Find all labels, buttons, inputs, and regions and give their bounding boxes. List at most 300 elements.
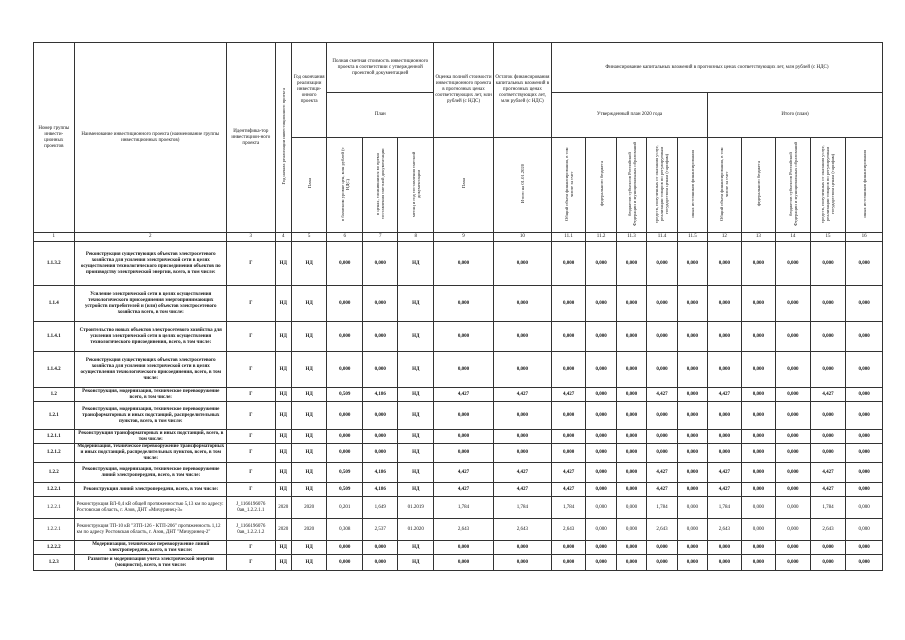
header-full-cost: Полная сметная стоимость инвестиционного проекта в соответствии с утвержденной проектной документацией <box>327 43 434 93</box>
project-id: Г <box>226 463 275 483</box>
column-number-row <box>34 233 883 242</box>
total-regional: 0,000 <box>776 242 811 286</box>
end-year: НД <box>291 444 327 463</box>
total-federal: 0,000 <box>741 286 776 322</box>
cost-docs: 2,537 <box>362 519 398 541</box>
total-fin: 4,427 <box>708 463 742 483</box>
subheader-year-compile <box>398 138 434 233</box>
compile-date: НД <box>398 483 434 497</box>
compile-date: НД <box>398 242 434 286</box>
fin-total: 0,000 <box>551 322 586 352</box>
fin-federal: 0,000 <box>586 430 616 444</box>
row-number: 1.2.3 <box>34 555 75 571</box>
total-services: 0,000 <box>810 242 846 286</box>
total-regional: 0,000 <box>776 322 811 352</box>
column-number: 14 <box>776 233 811 242</box>
column-number: 6 <box>327 233 363 242</box>
project-id: Г <box>226 555 275 571</box>
start-year: НД <box>275 322 291 352</box>
compile-date: 01.2020 <box>398 519 434 541</box>
end-year: НД <box>291 402 327 430</box>
subheader-fin-federal-a <box>586 138 616 233</box>
fin-services: 2,643 <box>647 519 677 541</box>
cost-base: 0,000 <box>327 402 363 430</box>
end-year: 2020 <box>291 497 327 519</box>
column-number: 9 <box>434 233 494 242</box>
subheader-fin-total-a-text: Общий объем финансирования, в том числе за счет <box>563 146 574 221</box>
fin-regional: 0,000 <box>616 483 646 497</box>
start-year: НД <box>275 541 291 555</box>
plan-value: 0,000 <box>434 322 494 352</box>
total-other: 0,000 <box>846 519 883 541</box>
cost-base: 0,000 <box>327 322 363 352</box>
cost-docs: 0,000 <box>362 352 398 388</box>
total-services: 2,643 <box>810 519 846 541</box>
start-year: НД <box>275 402 291 430</box>
project-name: Реконструкция, модернизация, техническое перевооружение трансформаторных и иных подстанций, распределительных пунктов, всего, в том числе: <box>74 402 226 430</box>
total-federal: 0,000 <box>741 463 776 483</box>
cost-docs: 4,186 <box>362 463 398 483</box>
subheader-fin-regional-b <box>776 138 811 233</box>
compile-date: НД <box>398 402 434 430</box>
total-other: 0,000 <box>846 541 883 555</box>
total-fin: 1,784 <box>708 497 742 519</box>
remaining-value: 0,000 <box>493 322 551 352</box>
total-services: 4,427 <box>810 388 846 402</box>
row-number: 1.2.2.1 <box>34 497 75 519</box>
fin-regional: 0,000 <box>616 519 646 541</box>
subheader-cost-mln <box>327 138 363 233</box>
remaining-value: 1,784 <box>493 497 551 519</box>
total-services: 4,427 <box>810 463 846 483</box>
fin-other: 0,000 <box>677 555 707 571</box>
header-project-id: Идентифика-тор инвестицион-ного проекта <box>226 43 275 233</box>
plan-value: 4,427 <box>434 463 494 483</box>
table-row <box>34 352 883 388</box>
remaining-value: 4,427 <box>493 388 551 402</box>
fin-other: 0,000 <box>677 430 707 444</box>
total-federal: 0,000 <box>741 388 776 402</box>
total-other: 0,000 <box>846 322 883 352</box>
project-name: Модернизация, техническое перевооружение трансформаторных и иных подстанций, распределительных пунктов, всего, в том числе: <box>74 444 226 463</box>
end-year: НД <box>291 286 327 322</box>
cost-base: 0,201 <box>327 497 363 519</box>
column-number: 11.4 <box>647 233 677 242</box>
fin-regional: 0,000 <box>616 322 646 352</box>
fin-total: 0,000 <box>551 541 586 555</box>
compile-date: 01.2019 <box>398 497 434 519</box>
total-fin: 0,000 <box>708 541 742 555</box>
table-row <box>34 541 883 555</box>
start-year: НД <box>275 555 291 571</box>
subheader-as-of-text: Итого на 01.01.2020 <box>519 163 525 204</box>
fin-federal: 0,000 <box>586 519 616 541</box>
table-row <box>34 286 883 322</box>
total-services: 4,427 <box>810 483 846 497</box>
cost-docs: 0,000 <box>362 242 398 286</box>
total-federal: 0,000 <box>741 430 776 444</box>
remaining-value: 0,000 <box>493 555 551 571</box>
fin-total: 4,427 <box>551 463 586 483</box>
cost-docs: 0,000 <box>362 402 398 430</box>
fin-total: 4,427 <box>551 483 586 497</box>
total-services: 0,000 <box>810 286 846 322</box>
project-name: Реконструкция линий электропередачи, всего, в том числе: <box>74 483 226 497</box>
fin-federal: 0,000 <box>586 388 616 402</box>
total-fin: 0,000 <box>708 242 742 286</box>
cost-base: 0,308 <box>327 519 363 541</box>
fin-other: 0,000 <box>677 286 707 322</box>
cost-docs: 0,000 <box>362 322 398 352</box>
subheader-fin-regional-b-text: бюджетов субъектов Российской Федерации и муниципальных образований <box>787 141 798 226</box>
total-other: 0,000 <box>846 444 883 463</box>
remaining-value: 0,000 <box>493 286 551 322</box>
fin-federal: 0,000 <box>586 497 616 519</box>
start-year: НД <box>275 483 291 497</box>
cost-base: 0,509 <box>327 463 363 483</box>
total-other: 0,000 <box>846 483 883 497</box>
fin-services: 0,000 <box>647 541 677 555</box>
project-name: Усиление электрической сети в целях осуществления технологического присоединения энергопринимающих устройств потребителей и (или) объектов электросетевого хозяйства всего, в том числе: <box>74 286 226 322</box>
fin-other: 0,000 <box>677 483 707 497</box>
project-id: Г <box>226 388 275 402</box>
remaining-value: 4,427 <box>493 463 551 483</box>
compile-date: НД <box>398 463 434 483</box>
total-regional: 0,000 <box>776 388 811 402</box>
subheader-fin-services-a-text: средств, полученных от оказания услуг, реализации товаров по регулируемым государством ценам (тарифам) <box>654 144 670 223</box>
project-id: Г <box>226 402 275 430</box>
end-year: 2020 <box>291 519 327 541</box>
fin-other: 0,000 <box>677 541 707 555</box>
cost-base: 0,509 <box>327 483 363 497</box>
table-row <box>34 555 883 571</box>
compile-date: НД <box>398 541 434 555</box>
subheader-fin-federal-b-text: федерального бюджета <box>755 160 761 207</box>
compile-date: НД <box>398 322 434 352</box>
total-services: 0,000 <box>810 402 846 430</box>
total-fin: 0,000 <box>708 286 742 322</box>
fin-federal: 0,000 <box>586 483 616 497</box>
start-year: НД <box>275 444 291 463</box>
subheader-year-docs-text: в ценах, сложившихся во время составления сметной документации <box>375 148 386 219</box>
fin-other: 0,000 <box>677 388 707 402</box>
fin-other: 0,000 <box>677 352 707 388</box>
project-id: Г <box>226 242 275 286</box>
table-row <box>34 463 883 483</box>
total-services: 1,784 <box>810 497 846 519</box>
fin-regional: 0,000 <box>616 463 646 483</box>
header-start-year: Год начала реализации инвестиционного проекта <box>280 87 286 185</box>
total-fin: 0,000 <box>708 555 742 571</box>
subheader-fin-other-b-text: иных источников финансирования <box>861 149 867 218</box>
table-header <box>34 43 883 242</box>
project-name: Реконструкция, модернизация, техническое перевооружение всего, в том числе: <box>74 388 226 402</box>
total-other: 0,000 <box>846 352 883 388</box>
fin-services: 0,000 <box>647 352 677 388</box>
table-row <box>34 519 883 541</box>
end-year: НД <box>291 388 327 402</box>
total-other: 0,000 <box>846 555 883 571</box>
table-row <box>34 402 883 430</box>
fin-total: 0,000 <box>551 402 586 430</box>
fin-services: 0,000 <box>647 555 677 571</box>
total-services: 0,000 <box>810 541 846 555</box>
header-start-year-cell <box>275 43 291 233</box>
fin-other: 0,000 <box>677 242 707 286</box>
row-number: 1.1.4.2 <box>34 352 75 388</box>
column-number: 11.2 <box>586 233 616 242</box>
cost-docs: 4,186 <box>362 388 398 402</box>
compile-date: НД <box>398 444 434 463</box>
subheader-plan-total-text: План <box>461 178 466 189</box>
remaining-value: 0,000 <box>493 541 551 555</box>
end-year: НД <box>291 555 327 571</box>
fin-other: 0,000 <box>677 519 707 541</box>
total-other: 0,000 <box>846 463 883 483</box>
total-fin: 0,000 <box>708 444 742 463</box>
subheader-plan <box>291 138 327 233</box>
project-id: Г <box>226 483 275 497</box>
start-year: 2020 <box>275 519 291 541</box>
end-year: НД <box>291 483 327 497</box>
column-number: 11.1 <box>551 233 586 242</box>
table-body <box>34 242 883 571</box>
column-number: 11.3 <box>616 233 646 242</box>
start-year: НД <box>275 388 291 402</box>
project-id: J_1166196076 0ав_1.2.2.1.2 <box>226 519 275 541</box>
cost-base: 0,000 <box>327 555 363 571</box>
subheader-fin-federal-a-text: федерального бюджета <box>598 160 604 207</box>
remaining-value: 0,000 <box>493 444 551 463</box>
total-other: 0,000 <box>846 242 883 286</box>
header-approved-2020: Утвержденный план 2020 года <box>551 93 707 138</box>
fin-total: 0,000 <box>551 352 586 388</box>
row-number: 1.2.2.1 <box>34 519 75 541</box>
table-row <box>34 483 883 497</box>
header-estimate-full: Оценка полной стоимости инвестиционного проекта в прогнозных ценах соответствующих лет, млн рублей (с НДС) <box>434 43 494 138</box>
total-fin: 0,000 <box>708 352 742 388</box>
total-regional: 0,000 <box>776 430 811 444</box>
cost-base: 0,000 <box>327 242 363 286</box>
header-project-name: Наименование инвестиционного проекта (наименование группы инвестиционных проектов) <box>74 43 226 233</box>
row-number: 1.1.3.2 <box>34 242 75 286</box>
fin-regional: 0,000 <box>616 402 646 430</box>
end-year: НД <box>291 242 327 286</box>
row-number: 1.2.1 <box>34 402 75 430</box>
fin-federal: 0,000 <box>586 402 616 430</box>
plan-value: 0,000 <box>434 286 494 322</box>
column-number: 15 <box>810 233 846 242</box>
subheader-plan-total <box>434 138 494 233</box>
subheader-fin-other-b <box>846 138 883 233</box>
data-table <box>33 42 883 571</box>
project-name: Реконструкция существующих объектов электросетевого хозяйства для усиления электрической сети в целях осуществления технологического присоединения объектов по производству электрической энергии, всего, в том числе: <box>74 242 226 286</box>
cost-base: 0,000 <box>327 444 363 463</box>
fin-federal: 0,000 <box>586 322 616 352</box>
plan-value: 2,643 <box>434 519 494 541</box>
compile-date: НД <box>398 430 434 444</box>
row-number: 1.1.4.1 <box>34 322 75 352</box>
subheader-fin-services-b-text: средств, полученных от оказания услуг, реализации товаров по регулируемым государством ценам (тарифам) <box>820 144 836 223</box>
compile-date: НД <box>398 286 434 322</box>
subheader-fin-services-a <box>647 138 677 233</box>
total-federal: 0,000 <box>741 483 776 497</box>
total-federal: 0,000 <box>741 242 776 286</box>
row-number: 1.2.1.2 <box>34 444 75 463</box>
total-federal: 0,000 <box>741 555 776 571</box>
total-federal: 0,000 <box>741 322 776 352</box>
fin-services: 4,427 <box>647 388 677 402</box>
plan-value: 4,427 <box>434 388 494 402</box>
cost-base: 0,000 <box>327 541 363 555</box>
cost-docs: 4,186 <box>362 483 398 497</box>
start-year: НД <box>275 242 291 286</box>
plan-value: 0,000 <box>434 242 494 286</box>
total-regional: 0,000 <box>776 463 811 483</box>
total-services: 0,000 <box>810 352 846 388</box>
fin-regional: 0,000 <box>616 388 646 402</box>
subheader-as-of <box>493 138 551 233</box>
total-fin: 2,643 <box>708 519 742 541</box>
remaining-value: 0,000 <box>493 352 551 388</box>
subheader-fin-services-b <box>810 138 846 233</box>
project-id: Г <box>226 286 275 322</box>
subheader-year-docs <box>362 138 398 233</box>
subheader-fin-total-b <box>708 138 742 233</box>
fin-total: 0,000 <box>551 430 586 444</box>
total-regional: 0,000 <box>776 541 811 555</box>
fin-regional: 0,000 <box>616 541 646 555</box>
project-name: Развитие и модернизация учета электрической энергии (мощности), всего, в том числе: <box>74 555 226 571</box>
fin-services: 0,000 <box>647 402 677 430</box>
row-number: 1.2 <box>34 388 75 402</box>
plan-value: 1,784 <box>434 497 494 519</box>
fin-services: 4,427 <box>647 483 677 497</box>
fin-federal: 0,000 <box>586 352 616 388</box>
project-id: Г <box>226 352 275 388</box>
subheader-fin-other-a-text: иных источников финансирования <box>689 149 695 218</box>
plan-value: 4,427 <box>434 483 494 497</box>
header-remaining: Остаток финансирования капитальных вложений в прогнозных ценах соответствующих лет, млн рублей (с НДС) <box>493 43 551 138</box>
total-federal: 0,000 <box>741 497 776 519</box>
fin-federal: 0,000 <box>586 555 616 571</box>
end-year: НД <box>291 322 327 352</box>
project-id: Г <box>226 541 275 555</box>
table-row <box>34 497 883 519</box>
compile-date: НД <box>398 555 434 571</box>
fin-federal: 0,000 <box>586 463 616 483</box>
cost-docs: 0,000 <box>362 444 398 463</box>
table-row <box>34 388 883 402</box>
fin-services: 0,000 <box>647 322 677 352</box>
end-year: НД <box>291 463 327 483</box>
table-row <box>34 242 883 286</box>
project-name: Реконструкция трансформаторных и иных подстанций, всего, в том числе: <box>74 430 226 444</box>
fin-federal: 0,000 <box>586 444 616 463</box>
total-regional: 0,000 <box>776 444 811 463</box>
project-name: Строительство новых объектов электросетевого хозяйства для усиления электрической сети в целях осуществления технологического присоединения, всего, в том числе: <box>74 322 226 352</box>
remaining-value: 2,643 <box>493 519 551 541</box>
fin-services: 1,784 <box>647 497 677 519</box>
fin-regional: 0,000 <box>616 242 646 286</box>
table-row <box>34 444 883 463</box>
fin-services: 0,000 <box>647 444 677 463</box>
total-services: 0,000 <box>810 430 846 444</box>
total-regional: 0,000 <box>776 519 811 541</box>
fin-total: 4,427 <box>551 388 586 402</box>
project-id: J_1166196076 0ав_1.2.2.1.1 <box>226 497 275 519</box>
table-row <box>34 430 883 444</box>
cost-docs: 0,000 <box>362 430 398 444</box>
total-federal: 0,000 <box>741 402 776 430</box>
investment-program-table <box>33 42 883 571</box>
row-number: 1.1.4 <box>34 286 75 322</box>
compile-date: НД <box>398 388 434 402</box>
cost-docs: 0,000 <box>362 286 398 322</box>
subheader-fin-total-a <box>551 138 586 233</box>
column-number: 12 <box>708 233 742 242</box>
total-fin: 0,000 <box>708 402 742 430</box>
fin-other: 0,000 <box>677 444 707 463</box>
subheader-fin-total-b-text: Общий объем финансирования, в том числе за счет <box>719 146 730 221</box>
fin-total: 1,784 <box>551 497 586 519</box>
project-name: Реконструкция, модернизация, техническое перевооружение линий электропередачи, всего, в том числе: <box>74 463 226 483</box>
fin-regional: 0,000 <box>616 444 646 463</box>
fin-federal: 0,000 <box>586 541 616 555</box>
remaining-value: 4,427 <box>493 483 551 497</box>
fin-regional: 0,000 <box>616 352 646 388</box>
plan-value: 0,000 <box>434 430 494 444</box>
plan-value: 0,000 <box>434 555 494 571</box>
cost-docs: 0,000 <box>362 555 398 571</box>
total-services: 0,000 <box>810 555 846 571</box>
column-number: 11.5 <box>677 233 707 242</box>
total-federal: 0,000 <box>741 352 776 388</box>
fin-total: 0,000 <box>551 286 586 322</box>
cost-base: 0,000 <box>327 430 363 444</box>
header-end-year: Год окончания реализации инвестици-онного проекта <box>291 43 327 138</box>
header-total: Итого (план) <box>708 93 883 138</box>
total-other: 0,000 <box>846 286 883 322</box>
project-name: Реконструкция ВЛ-0,4 кВ общей протяженностью 5,13 км по адресу: Ростовская область, г. Азов, ДНТ «Мичуринец-3» <box>74 497 226 519</box>
cost-base: 0,000 <box>327 286 363 322</box>
fin-services: 0,000 <box>647 242 677 286</box>
fin-other: 0,000 <box>677 402 707 430</box>
fin-federal: 0,000 <box>586 286 616 322</box>
fin-other: 0,000 <box>677 497 707 519</box>
plan-value: 0,000 <box>434 541 494 555</box>
column-number: 5 <box>291 233 327 242</box>
total-other: 0,000 <box>846 402 883 430</box>
total-other: 0,000 <box>846 388 883 402</box>
fin-services: 0,000 <box>647 286 677 322</box>
plan-value: 0,000 <box>434 444 494 463</box>
total-regional: 0,000 <box>776 497 811 519</box>
row-number: 1.2.2.1 <box>34 483 75 497</box>
subheader-fin-federal-b <box>741 138 776 233</box>
fin-total: 0,000 <box>551 242 586 286</box>
subheader-fin-regional-a-text: бюджетов субъектов Российской Федерации и муниципальных образований <box>626 141 637 226</box>
row-number: 1.2.2 <box>34 463 75 483</box>
project-id: Г <box>226 430 275 444</box>
cost-docs: 0,000 <box>362 541 398 555</box>
cost-base: 0,509 <box>327 388 363 402</box>
subheader-fin-regional-a <box>616 138 646 233</box>
project-id: Г <box>226 444 275 463</box>
project-name: Реконструкция ТП-10 кВ "ЗТП-126 - КТП-206" протяженность 1,12 км по адресу Ростовская область, г. Азов, ДНТ "Мичуринец-2" <box>74 519 226 541</box>
subheader-plan-text: План <box>306 178 312 189</box>
fin-regional: 0,000 <box>616 497 646 519</box>
